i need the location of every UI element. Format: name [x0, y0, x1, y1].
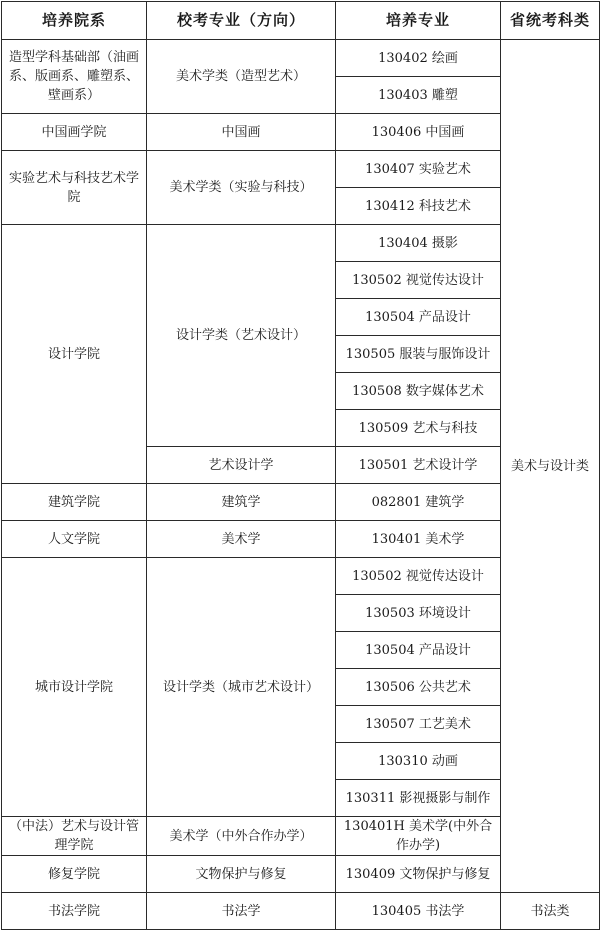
major-cell: 130401 美术学: [336, 521, 501, 558]
exam-major-cell: 中国画: [147, 114, 336, 151]
dept-cell: （中法）艺术与设计管理学院: [2, 817, 147, 856]
major-cell: 130505 服装与服饰设计: [336, 336, 501, 373]
table-row: [2, 40, 600, 77]
dept-cell: 修复学院: [2, 856, 147, 893]
exam-major-cell: 美术学类（造型艺术）: [147, 40, 336, 114]
major-cell: 130504 产品设计: [336, 299, 501, 336]
major-cell: 130507 工艺美术: [336, 706, 501, 743]
dept-cell: 人文学院: [2, 521, 147, 558]
exam-major-cell: 艺术设计学: [147, 447, 336, 484]
exam-major-cell: 设计学类（城市艺术设计）: [147, 558, 336, 817]
major-cell: 130502 视觉传达设计: [336, 558, 501, 595]
major-cell: 130404 摄影: [336, 225, 501, 262]
major-cell: 130503 环境设计: [336, 595, 501, 632]
dept-cell: 城市设计学院: [2, 558, 147, 817]
exam-major-cell: 设计学类（艺术设计）: [147, 225, 336, 447]
header-row: [2, 2, 600, 40]
exam-major-cell: 美术学类（实验与科技）: [147, 151, 336, 225]
major-cell: 130501 艺术设计学: [336, 447, 501, 484]
exam-major-cell: 建筑学: [147, 484, 336, 521]
header-cell-dept: 培养院系: [2, 2, 147, 40]
major-cell: 130508 数字媒体艺术: [336, 373, 501, 410]
major-cell: 130405 书法学: [336, 893, 501, 930]
dept-cell: 书法学院: [2, 893, 147, 930]
dept-cell: 实验艺术与科技艺术学院: [2, 151, 147, 225]
category-cell: 美术与设计类: [501, 40, 600, 893]
major-cell: 130403 雕塑: [336, 77, 501, 114]
header-cell-exam-major: 校考专业（方向）: [147, 2, 336, 40]
major-cell: 130402 绘画: [336, 40, 501, 77]
major-cell: 130407 实验艺术: [336, 151, 501, 188]
major-cell: 130509 艺术与科技: [336, 410, 501, 447]
header-cell-category: 省统考科类: [501, 2, 600, 40]
dept-cell: 中国画学院: [2, 114, 147, 151]
major-cell: 130310 动画: [336, 743, 501, 780]
major-cell: 130506 公共艺术: [336, 669, 501, 706]
category-cell: 书法类: [501, 893, 600, 930]
exam-major-cell: 书法学: [147, 893, 336, 930]
majors-table: [1, 1, 600, 930]
major-cell: 130401H 美术学(中外合作办学): [336, 817, 501, 856]
dept-cell: 设计学院: [2, 225, 147, 484]
exam-major-cell: 文物保护与修复: [147, 856, 336, 893]
major-cell: 130311 影视摄影与制作: [336, 780, 501, 817]
header-cell-major: 培养专业: [336, 2, 501, 40]
exam-major-cell: 美术学: [147, 521, 336, 558]
major-cell: 082801 建筑学: [336, 484, 501, 521]
major-cell: 130412 科技艺术: [336, 188, 501, 225]
major-cell: 130502 视觉传达设计: [336, 262, 501, 299]
major-cell: 130406 中国画: [336, 114, 501, 151]
dept-cell: 建筑学院: [2, 484, 147, 521]
table-row: [2, 893, 600, 930]
major-cell: 130504 产品设计: [336, 632, 501, 669]
exam-major-cell: 美术学（中外合作办学）: [147, 817, 336, 856]
major-cell: 130409 文物保护与修复: [336, 856, 501, 893]
dept-cell: 造型学科基础部（油画系、版画系、雕塑系、壁画系）: [2, 40, 147, 114]
